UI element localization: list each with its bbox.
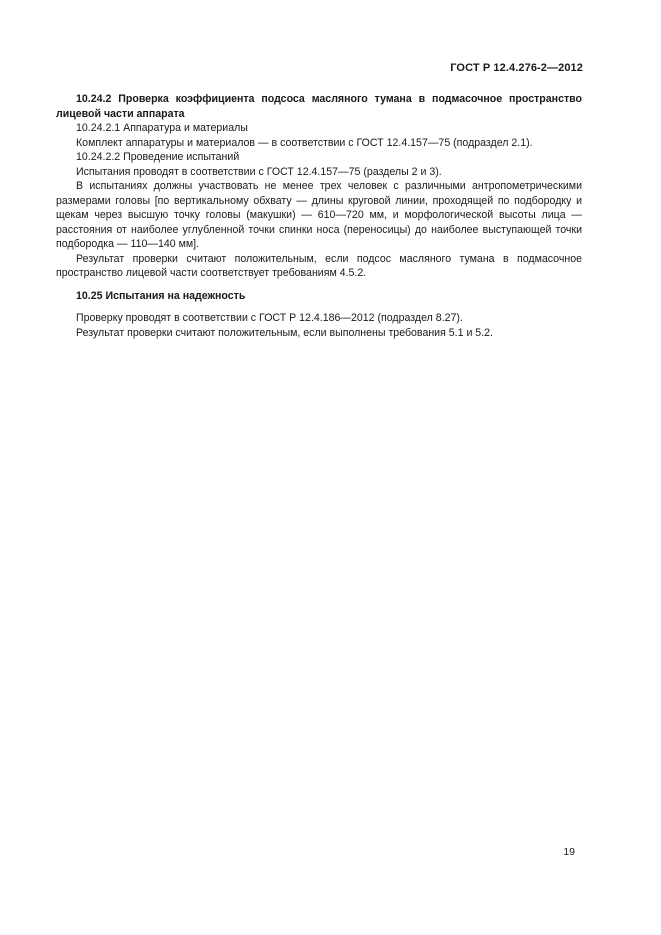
paragraph-reliability-result: Результат проверки считают положительным, если выполнены требования 5.1 и 5.2. [76,326,493,339]
subsection-heading-10-24-2-1: 10.24.2.1 Аппаратура и материалы [76,122,248,134]
paragraph-result-oil-mist: Результат проверки считают положительным, если подсос масляного тумана в подмасочное пространство лицевой части соответствует требованиям 4.5.2. [56,252,582,279]
subsection-heading-10-24-2-2: 10.24.2.2 Проведение испытаний [76,151,240,163]
paragraph-test-method: Испытания проводят в соответствии с ГОСТ 12.4.157—75 (разделы 2 и 3). [76,165,442,178]
section-spacer [56,303,582,311]
paragraph-equipment: Комплект аппаратуры и материалов — в соответствии с ГОСТ 12.4.157—75 (подраздел 2.1). [76,136,533,149]
section-heading-10-24-2: 10.24.2 Проверка коэффициента подсоса масляного тумана в подмасочное пространство лицевой части аппарата [56,93,582,120]
paragraph-participants: В испытаниях должны участвовать не менее трех человек с различными антропометрическими размерами головы [по вертикальному обхвату — длины круговой линии, проходящей по подбородку и щекам через высшую точку головы (макушки) — 610—720 мм, и морфологической высоты лица — расстояния от наиболее углубленной точки спинки носа (переносицы) до наиболее выступающей точки подбородка — 110—140 мм]. [56,180,582,250]
document-code-header: ГОСТ Р 12.4.276-2—2012 [450,62,583,74]
section-spacer [56,281,582,289]
paragraph-reliability-method: Проверку проводят в соответствии с ГОСТ Р 12.4.186—2012 (подраздел 8.27). [76,312,463,324]
section-heading-10-25: 10.25 Испытания на надежность [76,289,246,302]
page-number: 19 [563,846,575,858]
page-content [56,92,582,340]
